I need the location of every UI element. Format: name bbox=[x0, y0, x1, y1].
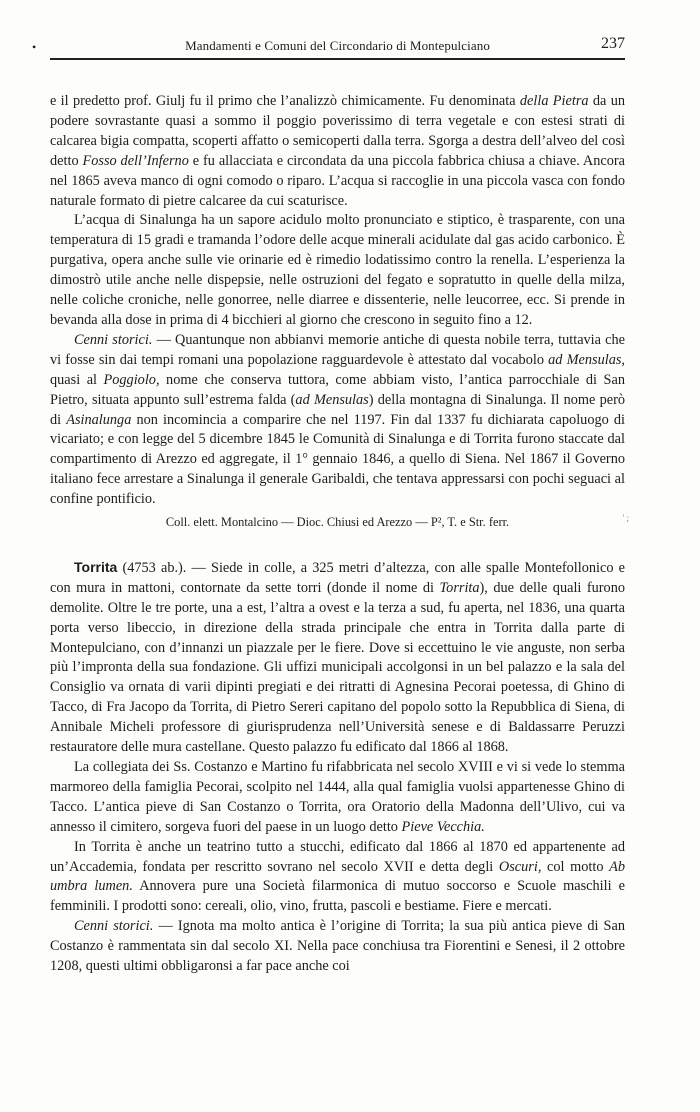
paragraph bbox=[50, 92, 625, 211]
italic-phrase: Cenni storici. bbox=[74, 331, 153, 348]
paragraph bbox=[50, 558, 625, 758]
text-run: — Ignota ma molto antica è l’origine di Torrita; la sua più antica pieve di San Costanzo è rammentata sin dal secolo XI. Nella pace conchiusa tra Fiorentini e Senesi, il 2 ottobre 1208, questi ultimi obbligaronsi a far pace anche coi bbox=[50, 918, 625, 975]
text-run: La collegiata dei Ss. Costanzo e Martino fu rifabbricata nel secolo XVIII e vi si vede lo stemma marmoreo della famiglia Pecorai, scolpito nel 1444, alla qual famiglia vuolsi appartenesse Ghino di Tacco. L’antica pieve di San Costanzo o Torrita, ora Oratorio della Madonna dell’Ulivo, cui va annesso il cimitero, sorgeva fuori del paese in un luogo detto bbox=[50, 759, 625, 835]
text-run: e il predetto prof. Giulj fu il primo che l’analizzò chimicamente. Fu denominata bbox=[50, 93, 520, 109]
text-run: col motto bbox=[541, 858, 610, 875]
italic-phrase: Poggiolo, bbox=[103, 371, 160, 388]
italic-phrase: Ab umbra lumen. bbox=[50, 858, 625, 895]
text-run: ), due delle quali furono demolite. Oltre le tre porte, una a est, l’altra a ovest e la terza a sud, fu aperta, nel 1836, una quarta porta verso libeccio, in direzione della strada principale che entra in Torrita dalla parte di Montepulciano, con d’innanzi un piazzale per le fiere. Dove si eccettuino le vie anguste, non serba più l’impronta della sua fondazione. Gli uffizi municipali accolgonsi in un bel palazzo e la sala del Consiglio va ornata di varii dipinti pregiati e dei ritratti di Agnesina Pecorai poetessa, di Ghino di Tacco, di Fra Jacopo da Torrita, di Pietro Sereri capitano del popolo sotto la Repubblica di Siena, di Annibale Micheli professore di giurisprudenza nell’Università senese e di Baldassarre Peruzzi restauratore delle mura castellane. Questo palazzo fu edificato dal 1866 al 1868. bbox=[50, 579, 625, 756]
paragraph bbox=[50, 211, 625, 330]
running-header bbox=[32, 34, 625, 60]
italic-phrase: Oscuri, bbox=[498, 858, 542, 875]
paragraph bbox=[50, 331, 625, 510]
italic-phrase: Fosso dell’Inferno bbox=[82, 152, 189, 169]
text-run: (4753 ab.). — Siede in colle, a 325 metri d’altezza, con alle spalle Montefollonico e con mura in mattoni, contornate da sette torri (donde il nome di bbox=[50, 559, 625, 596]
text-run: da un podere sovrastante quasi a sommo il poggio poverissimo di terra vegetale e con estesi strati di calcarea bigia compatta, scoperti affatto o semicoperti dalla terra. Sgorga a destra dell’alveo del così detto bbox=[50, 93, 625, 169]
italic-phrase: Pieve Vecchia. bbox=[401, 818, 485, 835]
text-run: Annovera pure una Società filarmonica di mutuo soccorso e Scuole maschili e femminili. I prodotti sono: cereali, olio, vino, frutta, pascoli e bestiame. Fiere e mercati. bbox=[50, 878, 625, 915]
book-page bbox=[32, 34, 629, 977]
italic-phrase: Torrita bbox=[439, 579, 480, 596]
paragraph bbox=[50, 917, 625, 977]
text-run: In Torrita è anche un teatrino tutto a stucchi, edificato dal 1866 al 1870 ed appartenente ad un’Accademia, fondata per rescritto sovrano nel secolo XVII e detta degli bbox=[50, 838, 625, 875]
text-run: L’acqua di Sinalunga ha un sapore acidulo molto pronunciato e stiptico, è trasparente, con una temperatura di 15 gradi e tramanda l’odore delle acque minerali acidulate dal gas acido carbonico. È purgativa, opera anche sulle vie orinarie ed è rimedio lodatissimo contro la renella. L’esperienza la dimostrò utile anche nelle dispepsie, nelle ostruzioni del fegato e sopratutto in quelle della milza, nelle coliche croniche, nelle gonorree, nelle diarree e dissenterie, nelle leucorree, ecc. Si prende in bevanda alla dose in prima di 4 bicchieri al giorno che crescono in seguito fino a 12. bbox=[50, 212, 625, 328]
text-run: nome che conserva tuttora, come abbiam visto, l’antica parrocchiale di San Pietro, situata appunto sull’estrema falda ( bbox=[50, 371, 625, 408]
italic-phrase: della Pietra bbox=[519, 93, 589, 109]
page-number: 237 bbox=[601, 35, 625, 52]
text-run: e fu allacciata e circondata da una piccola fabbrica chiusa a chiave. Ancora nel 1865 aveva manco di ogni comodo o riparo. L’acqua si raccoglie in una piccola vasca con fondo naturale formato di pietre calcaree da cui scaturisce. bbox=[50, 152, 625, 209]
text-run: non incomincia a comparire che nel 1197. Fin dal 1337 fu dichiarata capoluogo di vicariato; e con legge del 5 dicembre 1845 le Comunità di Sinalunga e di Torrita furono staccate dal compartimento di Arezzo ed aggregate, il 1° gennaio 1846, a quello di Siena. Nel 1867 il Governo italiano fece arrestare a Sinalunga il generale Garibaldi, che tentava appressarsi con pochi seguaci al confine pontificio. bbox=[50, 411, 625, 508]
paragraph bbox=[50, 758, 625, 838]
italic-phrase: Asinalunga bbox=[66, 411, 132, 428]
paragraph bbox=[50, 838, 625, 918]
text-run: — Quantunque non abbianvi memorie antiche di questa nobile terra, tuttavia che vi fosse sin dai tempi romani una popolazione ragguardevole è attestato dal vocabolo bbox=[50, 331, 625, 368]
italic-phrase: ad Mensulas, bbox=[548, 351, 626, 368]
header-dot: • bbox=[32, 40, 37, 54]
collegio-line bbox=[50, 513, 629, 533]
italic-phrase: ad Mensulas bbox=[295, 391, 369, 408]
margin-mark: ' ; bbox=[622, 513, 629, 524]
body-text bbox=[50, 92, 629, 977]
town-name: Torrita bbox=[74, 558, 118, 575]
text-run: quasi al bbox=[50, 371, 104, 388]
italic-phrase: Cenni storici. bbox=[74, 918, 154, 935]
text-run: ) della montagna di Sinalunga. Il nome però di bbox=[50, 391, 626, 428]
running-title: Mandamenti e Comuni del Circondario di Montepulciano bbox=[185, 38, 490, 53]
collegio-text: Coll. elett. Montalcino — Dioc. Chiusi ed Arezzo — P², T. e Str. ferr. bbox=[165, 515, 510, 530]
